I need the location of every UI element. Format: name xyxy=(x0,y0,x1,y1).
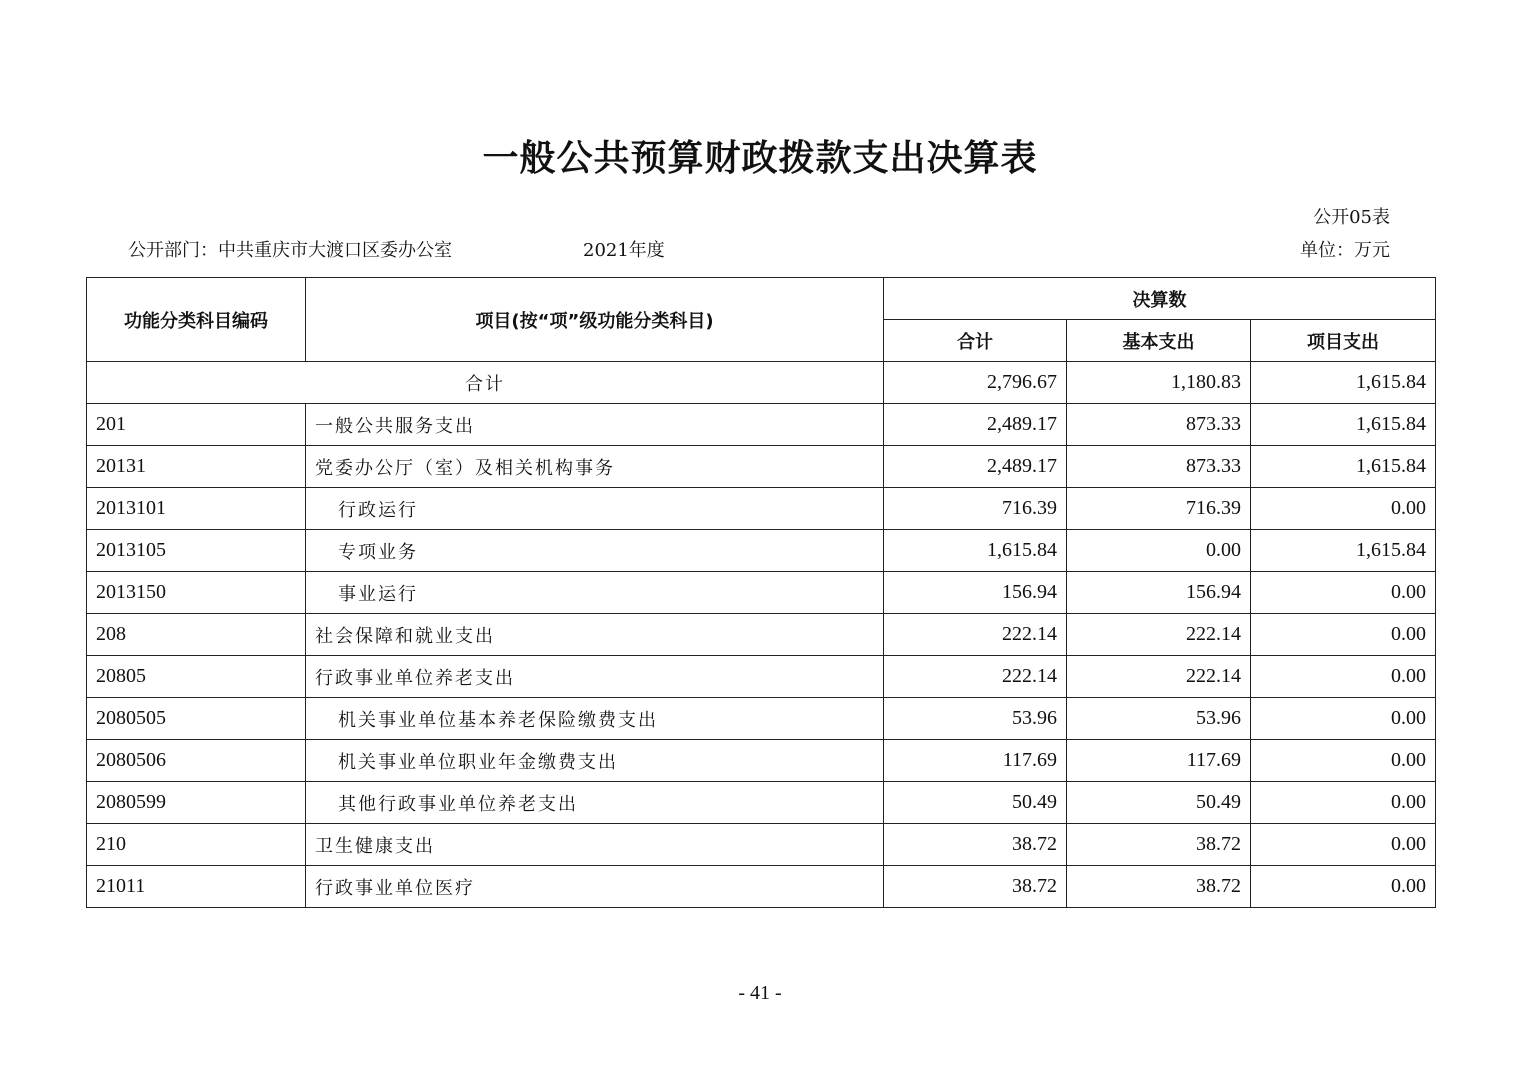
row-basic: 38.72 xyxy=(1067,824,1251,866)
row-total: 50.49 xyxy=(884,782,1067,824)
row-total: 716.39 xyxy=(884,488,1067,530)
row-project: 0.00 xyxy=(1251,656,1436,698)
row-total: 38.72 xyxy=(884,824,1067,866)
row-basic: 53.96 xyxy=(1067,698,1251,740)
table-row xyxy=(87,530,1436,572)
row-code: 2080599 xyxy=(87,782,306,824)
fiscal-year: 2021年度 xyxy=(583,240,665,261)
row-name: 行政事业单位养老支出 xyxy=(306,656,884,698)
table-row xyxy=(87,656,1436,698)
row-name: 党委办公厅（室）及相关机构事务 xyxy=(306,446,884,488)
page-number: - 41 - xyxy=(738,982,782,1004)
row-name: 一般公共服务支出 xyxy=(306,404,884,446)
row-name: 社会保障和就业支出 xyxy=(306,614,884,656)
row-basic: 222.14 xyxy=(1067,614,1251,656)
row-project: 1,615.84 xyxy=(1251,446,1436,488)
row-code: 210 xyxy=(87,824,306,866)
row-code: 20131 xyxy=(87,446,306,488)
row-project: 0.00 xyxy=(1251,488,1436,530)
row-name: 机关事业单位职业年金缴费支出 xyxy=(306,740,884,782)
table-row xyxy=(87,488,1436,530)
row-basic: 222.14 xyxy=(1067,656,1251,698)
row-basic: 0.00 xyxy=(1067,530,1251,572)
row-total: 2,489.17 xyxy=(884,404,1067,446)
row-basic: 156.94 xyxy=(1067,572,1251,614)
row-project: 0.00 xyxy=(1251,782,1436,824)
header-project: 项目支出 xyxy=(1251,320,1436,362)
row-basic: 117.69 xyxy=(1067,740,1251,782)
row-total: 156.94 xyxy=(884,572,1067,614)
row-code: 2013101 xyxy=(87,488,306,530)
row-total: 222.14 xyxy=(884,614,1067,656)
row-project: 0.00 xyxy=(1251,614,1436,656)
row-basic: 50.49 xyxy=(1067,782,1251,824)
table-row xyxy=(87,824,1436,866)
header-group: 决算数 xyxy=(884,278,1436,320)
table-row xyxy=(87,446,1436,488)
table-row xyxy=(87,698,1436,740)
row-name: 其他行政事业单位养老支出 xyxy=(306,782,884,824)
table-row xyxy=(87,404,1436,446)
row-total: 117.69 xyxy=(884,740,1067,782)
row-name: 事业运行 xyxy=(306,572,884,614)
row-basic: 873.33 xyxy=(1067,404,1251,446)
row-code: 2013150 xyxy=(87,572,306,614)
row-total: 222.14 xyxy=(884,656,1067,698)
header-code: 功能分类科目编码 xyxy=(87,278,306,362)
row-code: 2080505 xyxy=(87,698,306,740)
row-code: 2013105 xyxy=(87,530,306,572)
row-project: 0.00 xyxy=(1251,866,1436,908)
row-code: 2080506 xyxy=(87,740,306,782)
row-total: 2,489.17 xyxy=(884,446,1067,488)
total-row xyxy=(87,362,1436,404)
row-total: 53.96 xyxy=(884,698,1067,740)
header-item: 项目(按“项”级功能分类科目) xyxy=(306,278,884,362)
total-label: 合计 xyxy=(87,362,884,404)
total-total: 2,796.67 xyxy=(884,362,1067,404)
row-name: 行政事业单位医疗 xyxy=(306,866,884,908)
table-row xyxy=(87,782,1436,824)
page-title: 一般公共预算财政拨款支出决算表 xyxy=(482,138,1038,179)
table-row xyxy=(87,614,1436,656)
unit-label: 单位：万元 xyxy=(1300,240,1390,261)
row-code: 208 xyxy=(87,614,306,656)
table-number: 公开05表 xyxy=(1313,207,1390,228)
row-basic: 38.72 xyxy=(1067,866,1251,908)
row-basic: 873.33 xyxy=(1067,446,1251,488)
row-project: 1,615.84 xyxy=(1251,404,1436,446)
row-name: 专项业务 xyxy=(306,530,884,572)
row-code: 20805 xyxy=(87,656,306,698)
table-row xyxy=(87,572,1436,614)
row-code: 201 xyxy=(87,404,306,446)
row-project: 0.00 xyxy=(1251,572,1436,614)
row-total: 1,615.84 xyxy=(884,530,1067,572)
table-row xyxy=(87,740,1436,782)
row-project: 1,615.84 xyxy=(1251,530,1436,572)
expenditure-table xyxy=(86,277,1436,908)
header-total: 合计 xyxy=(884,320,1067,362)
row-total: 38.72 xyxy=(884,866,1067,908)
row-code: 21011 xyxy=(87,866,306,908)
row-name: 卫生健康支出 xyxy=(306,824,884,866)
total-basic: 1,180.83 xyxy=(1067,362,1251,404)
row-project: 0.00 xyxy=(1251,698,1436,740)
header-row xyxy=(87,278,1436,320)
department: 公开部门：中共重庆市大渡口区委办公室 xyxy=(128,240,452,261)
row-name: 行政运行 xyxy=(306,488,884,530)
header-basic: 基本支出 xyxy=(1067,320,1251,362)
row-project: 0.00 xyxy=(1251,824,1436,866)
row-basic: 716.39 xyxy=(1067,488,1251,530)
total-project: 1,615.84 xyxy=(1251,362,1436,404)
table-row xyxy=(87,866,1436,908)
row-project: 0.00 xyxy=(1251,740,1436,782)
row-name: 机关事业单位基本养老保险缴费支出 xyxy=(306,698,884,740)
